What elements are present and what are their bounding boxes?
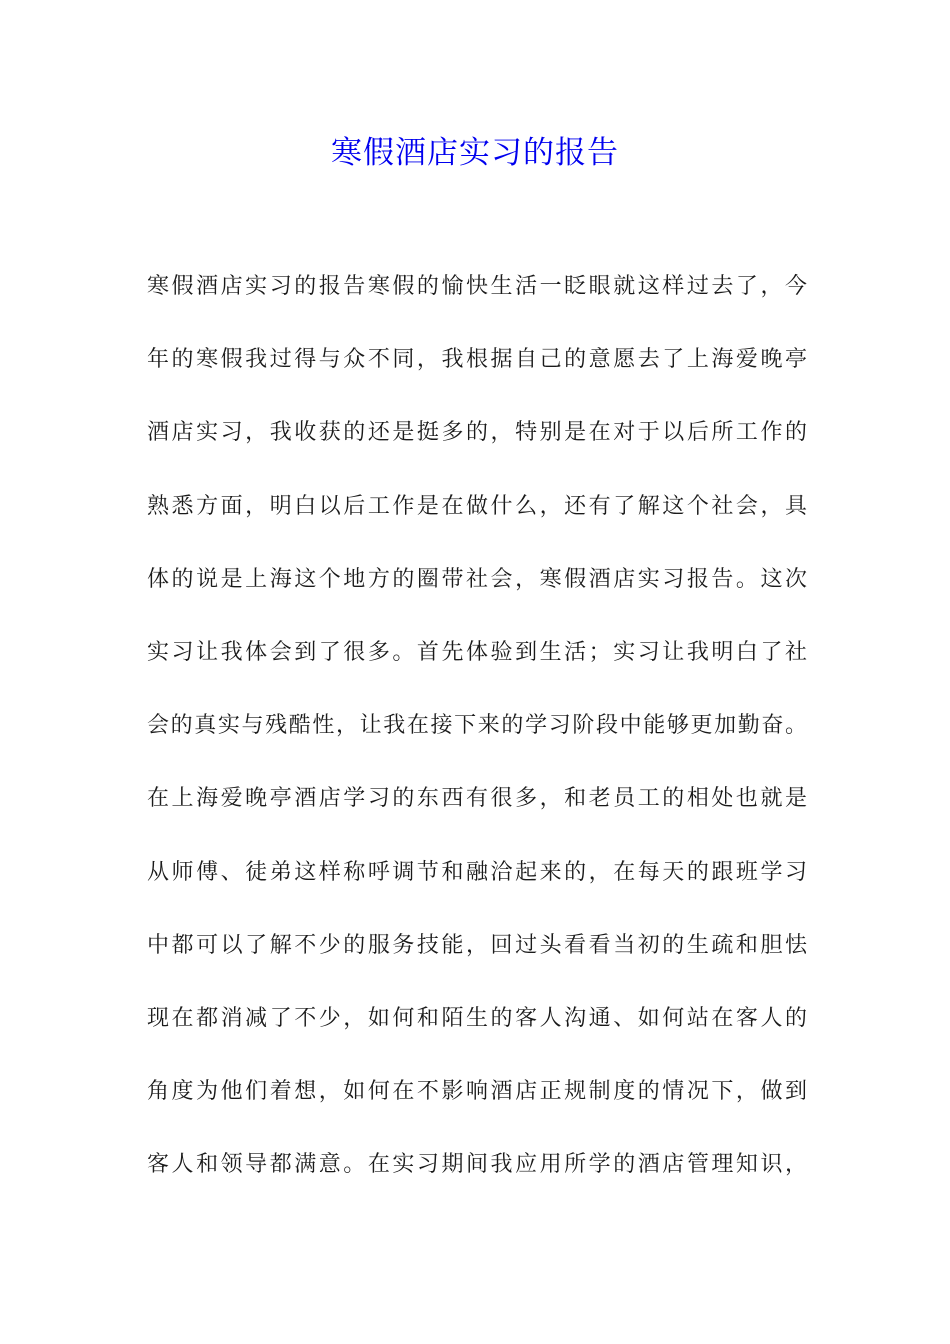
body-line: 从师傅、徒弟这样称呼调节和融洽起来的，在每天的跟班学习 (147, 859, 807, 885)
body-line: 熟悉方面，明白以后工作是在做什么，还有了解这个社会，具 (147, 493, 807, 519)
body-line: 体的说是上海这个地方的圈带社会，寒假酒店实习报告。这次 (147, 566, 807, 592)
body-line: 在上海爱晚亭酒店学习的东西有很多，和老员工的相处也就是 (147, 786, 807, 812)
body-line: 中都可以了解不少的服务技能，回过头看看当初的生疏和胆怯 (147, 932, 807, 958)
body-line: 酒店实习，我收获的还是挺多的，特别是在对于以后所工作的 (147, 420, 807, 446)
body-line: 寒假酒店实习的报告寒假的愉快生活一眨眼就这样过去了，今 (147, 274, 807, 299)
body-line: 客人和领导都满意。在实习期间我应用所学的酒店管理知识， (147, 1152, 807, 1178)
document-title: 寒假酒店实习的报告 (331, 135, 619, 171)
body-line: 年的寒假我过得与众不同，我根据自己的意愿去了上海爱晚亭 (147, 347, 807, 373)
body-line: 角度为他们着想，如何在不影响酒店正规制度的情况下，做到 (147, 1079, 807, 1105)
body-line: 会的真实与残酷性，让我在接下来的学习阶段中能够更加勤奋。 (147, 713, 807, 739)
body-line: 现在都消减了不少，如何和陌生的客人沟通、如何站在客人的 (147, 1006, 807, 1031)
body-line: 实习让我体会到了很多。首先体验到生活；实习让我明白了社 (147, 640, 807, 665)
